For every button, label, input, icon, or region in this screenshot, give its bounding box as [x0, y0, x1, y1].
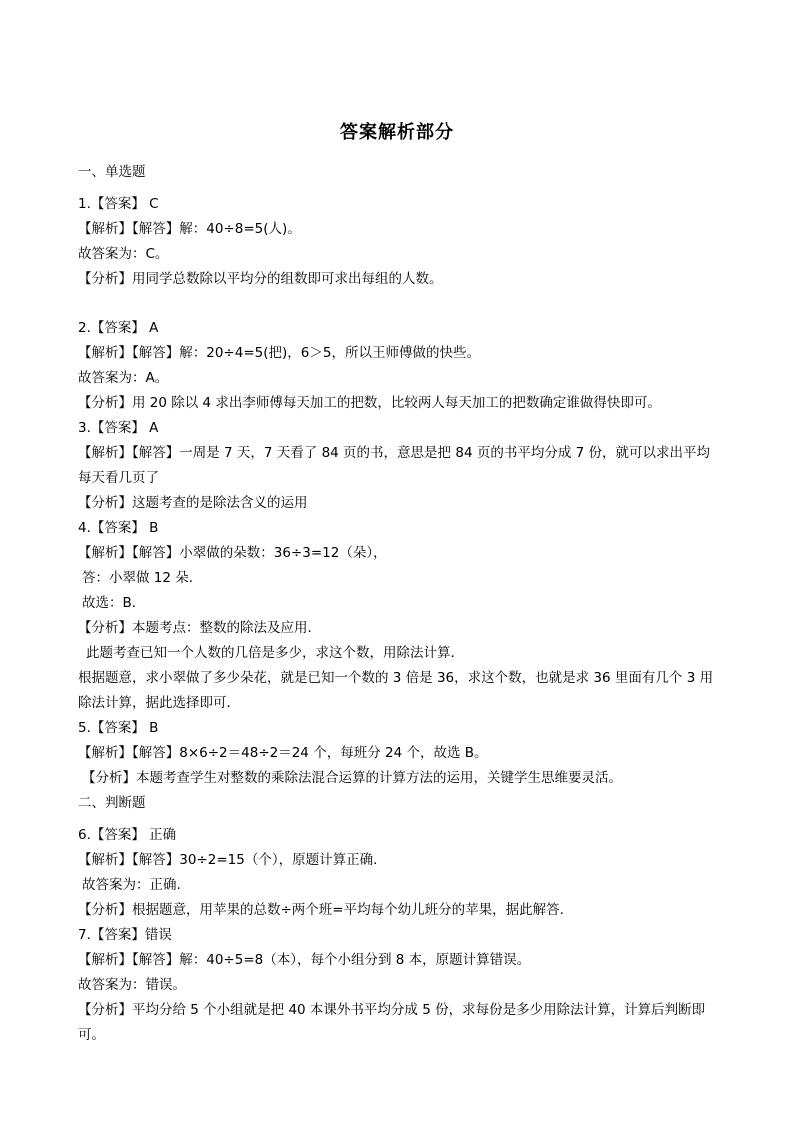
q6-conclusion: 故答案为：正确.: [82, 877, 181, 893]
q1-answer: 1.【答案】 C: [78, 196, 159, 212]
section-heading-true-false: 二、判断题: [78, 795, 146, 811]
q7-explanation: 【解析】【解答】解：40÷5=8（本），每个小组分到 8 本，原题计算错误。: [78, 952, 531, 968]
q6-explanation: 【解析】【解答】30÷2=15（个），原题计算正确.: [78, 852, 378, 868]
q4-explanation: 【解析】【解答】小翠做的朵数：36÷3=12（朵），: [78, 545, 387, 561]
q7-conclusion: 故答案为：错误。: [78, 977, 186, 993]
q2-conclusion: 故答案为：A。: [78, 370, 169, 386]
q5-explanation: 【解析】【解答】8×6÷2＝48÷2＝24 个，每班分 24 个，故选 B。: [78, 745, 488, 761]
q1-conclusion: 故答案为：C。: [78, 246, 169, 262]
q2-analysis: 【分析】用 20 除以 4 求出李师傅每天加工的把数，比较两人每天加工的把数确定谁做得快即可。: [78, 395, 661, 411]
q6-analysis: 【分析】根据题意，用苹果的总数÷两个班=平均每个幼儿班分的苹果，据此解答.: [78, 902, 564, 918]
q2-explanation: 【解析】【解答】解：20÷4=5(把)，6＞5，所以王师傅做的快些。: [78, 345, 480, 361]
q5-answer: 5.【答案】 B: [78, 720, 159, 736]
section-heading-single-choice: 一、单选题: [78, 164, 146, 180]
q4-analysis-4: 除法计算，据此选择即可．: [78, 695, 240, 711]
q3-explanation: 【解析】【解答】一周是 7 天，7 天看了 84 页的书，意思是把 84 页的书平均分成 7 份，就可以求出平均: [78, 445, 710, 461]
q4-analysis-2: 此题考查已知一个人数的几倍是多少，求这个数，用除法计算．: [86, 645, 464, 661]
q7-analysis-cont: 可。: [78, 1027, 105, 1043]
q4-answer: 4.【答案】 B: [78, 520, 159, 536]
q3-analysis: 【分析】这题考查的是除法含义的运用: [78, 495, 308, 511]
q3-explanation-cont: 每天看几页了: [78, 470, 159, 486]
q4-analysis: 【分析】本题考点：整数的除法及应用．: [78, 620, 321, 636]
q7-answer: 7.【答案】错误: [78, 927, 172, 943]
q4-reply: 答：小翠做 12 朵．: [82, 570, 203, 586]
q3-answer: 3.【答案】 A: [78, 420, 159, 436]
q4-choice: 故选：B．: [82, 595, 146, 611]
q1-explanation: 【解析】【解答】解：40÷8=5(人)。: [78, 221, 301, 237]
q7-analysis: 【分析】平均分给 5 个小组就是把 40 本课外书平均分成 5 份，求每份是多少用除法计算，计算后判断即: [78, 1002, 706, 1018]
q5-analysis: 【分析】本题考查学生对整数的乘除法混合运算的计算方法的运用，关键学生思维要灵活。: [82, 770, 622, 786]
q1-analysis: 【分析】用同学总数除以平均分的组数即可求出每组的人数。: [78, 271, 443, 287]
q6-answer: 6.【答案】 正确: [78, 827, 177, 843]
q4-analysis-3: 根据题意，求小翠做了多少朵花，就是已知一个数的 3 倍是 36，求这个数，也就是求 36 里面有几个 3 用: [78, 670, 714, 686]
page-title: 答案解析部分: [340, 122, 454, 143]
q2-answer: 2.【答案】 A: [78, 320, 159, 336]
